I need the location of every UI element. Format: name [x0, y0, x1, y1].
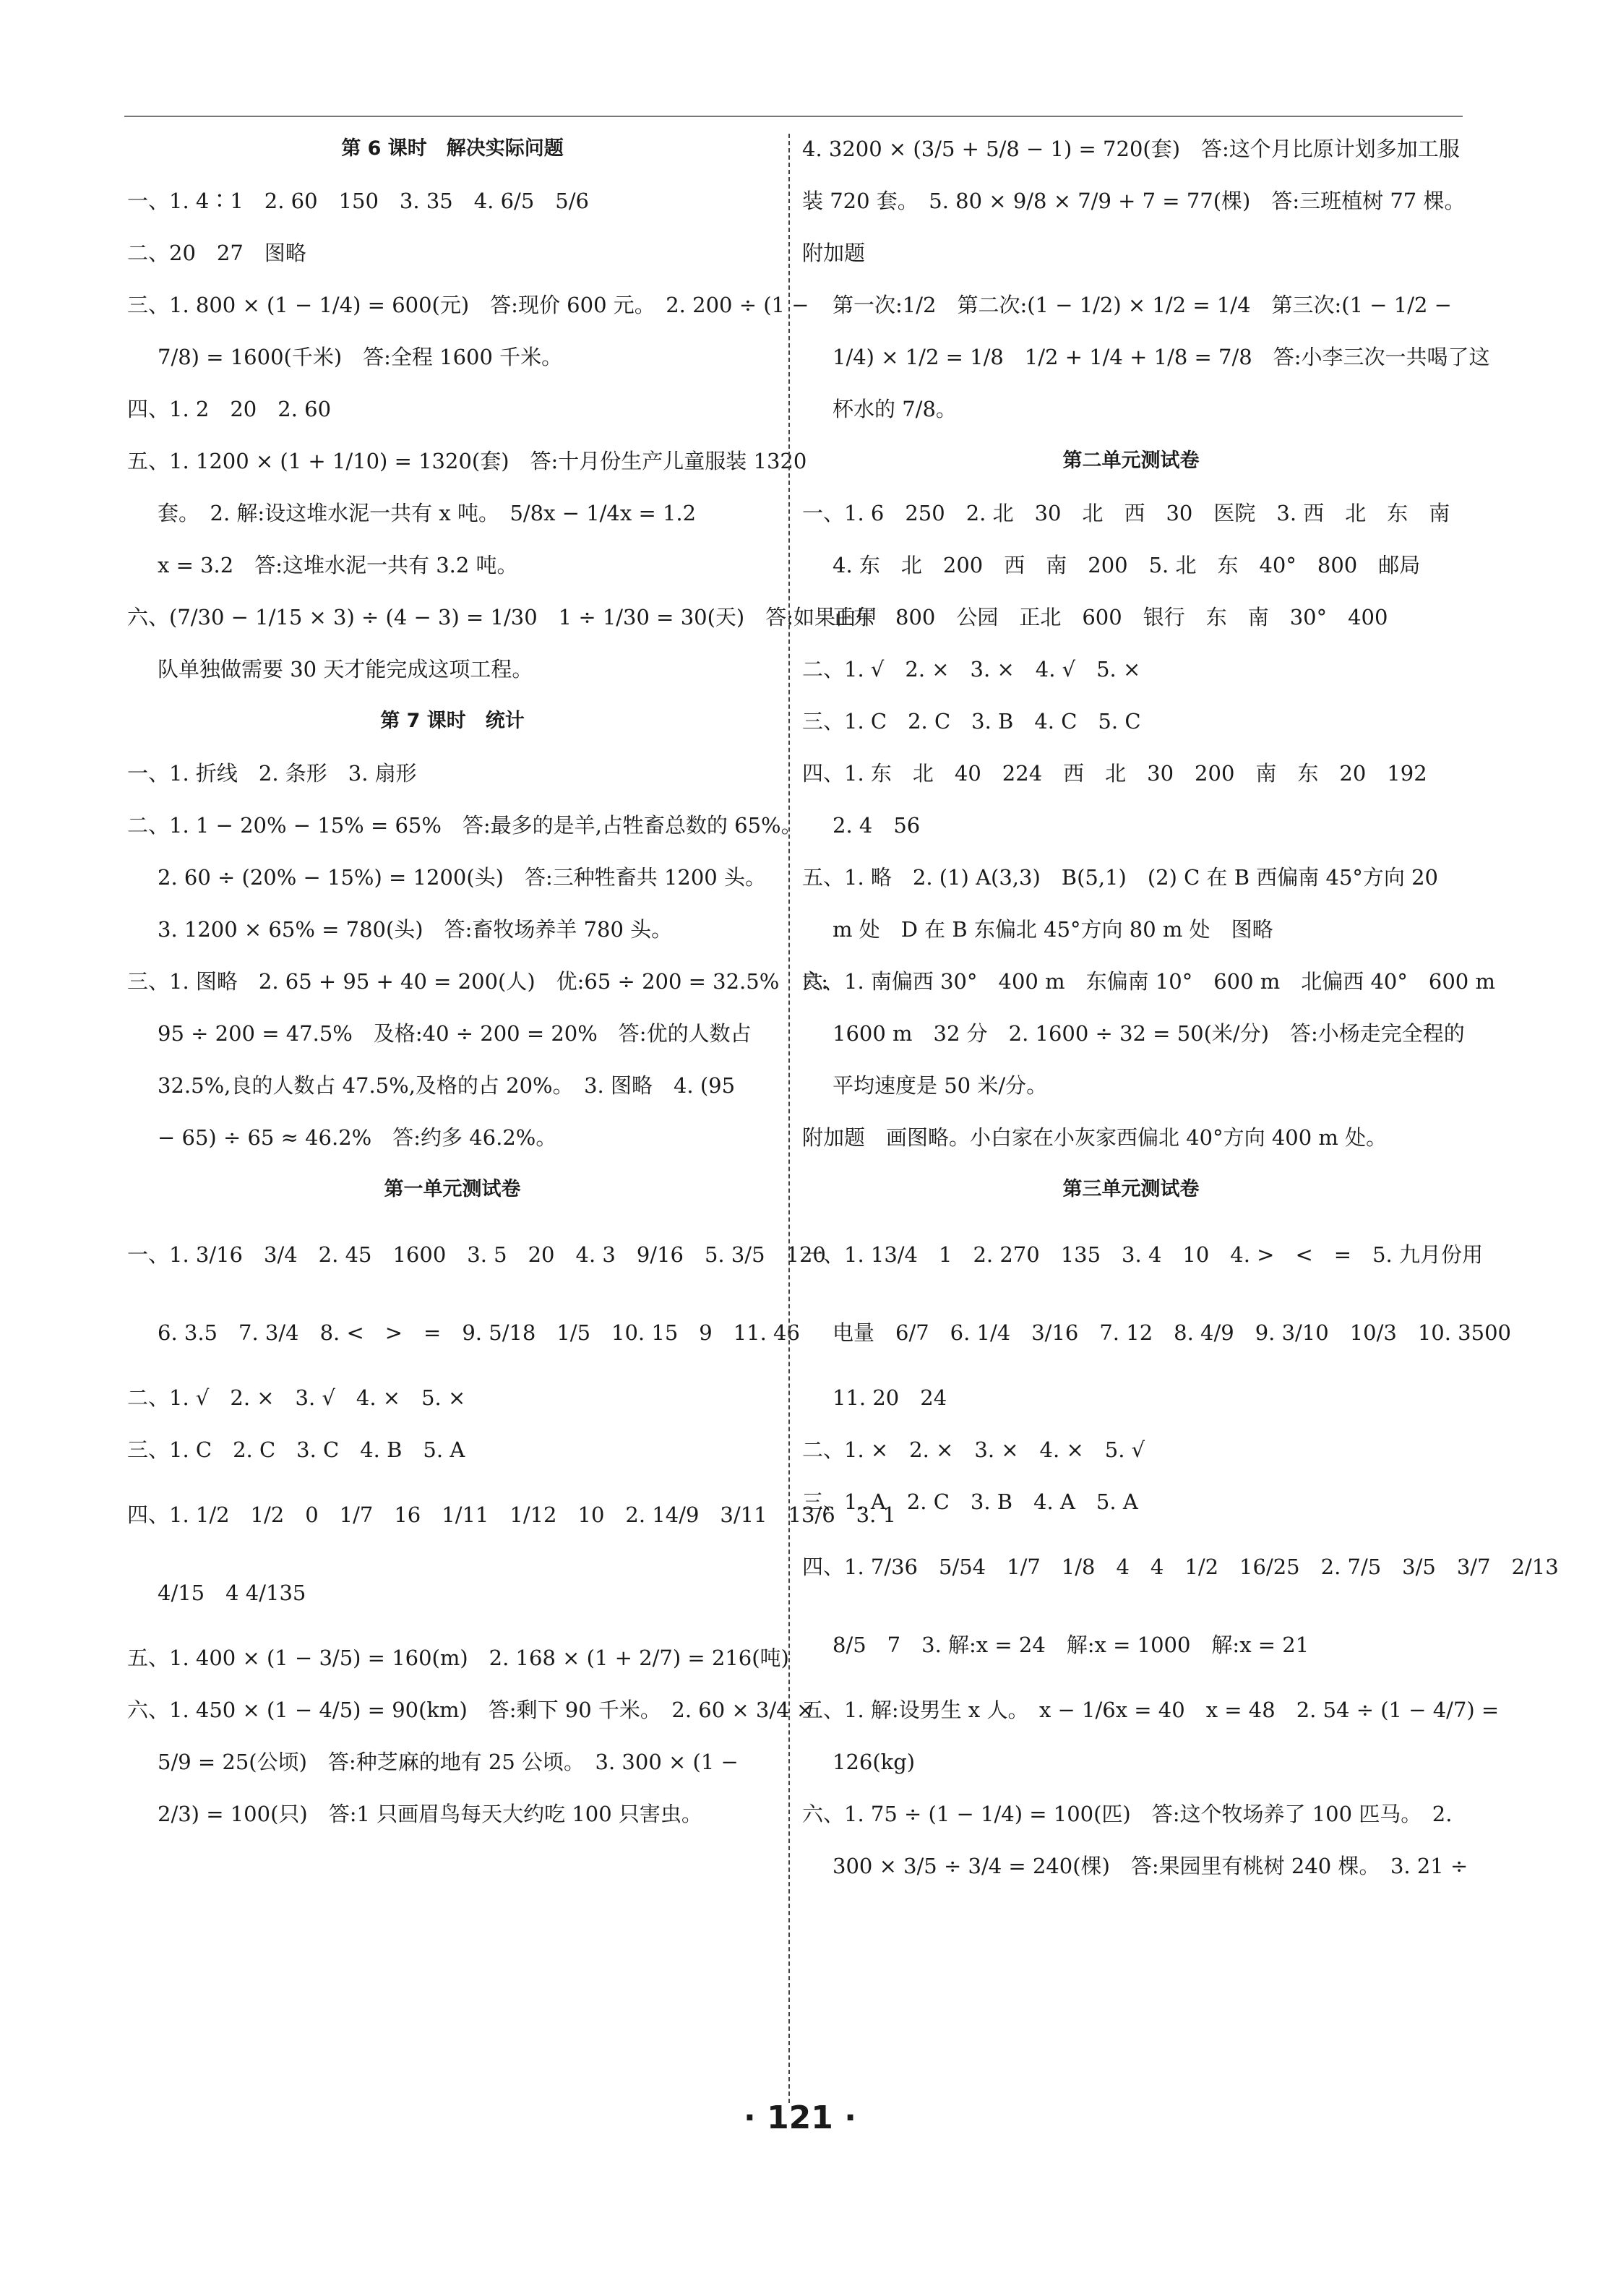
- answer-line: 四、1. 1/2 1/2 0 1/7 16 1/11 1/12 10 2. 14/9 3/11 13/6 3. 1: [127, 1502, 896, 1527]
- answer-line: 三、1. 800 × (1 − 1/4) = 600(元) 答:现价 600 元。 2. 200 ÷ (1 −: [127, 293, 809, 317]
- answer-line: 11. 20 24: [833, 1385, 947, 1410]
- answer-line: 三、1. A 2. C 3. B 4. A 5. A: [802, 1489, 1138, 1514]
- answer-line: 1600 m 32 分 2. 1600 ÷ 32 = 50(米/分) 答:小杨走完全程的: [833, 1021, 1465, 1046]
- answer-line: 杯水的 7/8。: [833, 397, 957, 421]
- answer-line: 一、1. 13/4 1 2. 270 135 3. 4 10 4. > < = 5. 九月份用: [802, 1242, 1483, 1267]
- answer-line: 附加题: [802, 241, 866, 265]
- answer-line: 平均速度是 50 米/分。: [833, 1073, 1048, 1098]
- answer-line: 六、(7/30 − 1/15 × 3) ÷ (4 − 3) = 1/30 1 ÷ 1/30 = 30(天) 答:如果由甲: [127, 605, 877, 629]
- answer-line: 四、1. 2 20 2. 60: [127, 397, 332, 421]
- page-number: · 121 ·: [744, 2099, 856, 2136]
- answer-line: 套。 2. 解:设这堆水泥一共有 x 吨。 5/8x − 1/4x = 1.2: [158, 501, 697, 525]
- answer-line: 附加题 画图略。小白家在小灰家西偏北 40°方向 400 m 处。: [802, 1125, 1388, 1150]
- answer-line: 六、1. 75 ÷ (1 − 1/4) = 100(匹) 答:这个牧场养了 100 匹马。 2.: [802, 1802, 1453, 1826]
- answer-line: 7/8) = 1600(千米) 答:全程 1600 千米。: [158, 345, 563, 369]
- answer-line: 五、1. 略 2. (1) A(3,3) B(5,1) (2) C 在 B 西偏南 45°方向 20: [802, 865, 1439, 890]
- answer-line: 二、20 27 图略: [127, 241, 306, 265]
- answer-line: 五、1. 400 × (1 − 3/5) = 160(m) 2. 168 × (1 + 2/7) = 216(吨): [127, 1646, 789, 1670]
- answer-line: 32.5%,良的人数占 47.5%,及格的占 20%。 3. 图略 4. (95: [158, 1073, 736, 1098]
- answer-line: 六、1. 南偏西 30° 400 m 东偏南 10° 600 m 北偏西 40° 600 m: [802, 969, 1495, 994]
- answer-line: 二、1. √ 2. × 3. √ 4. × 5. ×: [127, 1385, 466, 1410]
- top-rule: [124, 116, 1463, 117]
- section-heading: 第二单元测试卷: [1062, 450, 1200, 472]
- answer-line: 4. 东 北 200 西 南 200 5. 北 东 40° 800 邮局: [833, 553, 1421, 577]
- answer-line: 4. 3200 × (3/5 + 5/8 − 1) = 720(套) 答:这个月比原计划多加工服: [802, 137, 1460, 161]
- answer-line: 一、1. 4∶1 2. 60 150 3. 35 4. 6/5 5/6: [127, 189, 589, 213]
- answer-line: 四、1. 7/36 5/54 1/7 1/8 4 4 1/2 16/25 2. 7/5 3/5 3/7 2/13: [802, 1555, 1559, 1579]
- answer-line: 4/15 4 4/135: [158, 1581, 306, 1605]
- answer-line: 1/4) × 1/2 = 1/8 1/2 + 1/4 + 1/8 = 7/8 答:小李三次一共喝了这: [833, 345, 1490, 369]
- answer-line: 四、1. 东 北 40 224 西 北 30 200 南 东 20 192: [802, 761, 1427, 786]
- answer-line: 二、1. √ 2. × 3. × 4. √ 5. ×: [802, 657, 1141, 682]
- answer-line: 2. 60 ÷ (20% − 15%) = 1200(头) 答:三种牲畜共 1200 头。: [158, 865, 766, 890]
- answer-line: 6. 3.5 7. 3/4 8. < > = 9. 5/18 1/5 10. 15 9 11. 46: [158, 1320, 800, 1345]
- answer-line: 5/9 = 25(公顷) 答:种芝麻的地有 25 公顷。 3. 300 × (1 −: [158, 1750, 739, 1774]
- answer-line: 8/5 7 3. 解:x = 24 解:x = 1000 解:x = 21: [833, 1633, 1309, 1657]
- answer-line: 一、1. 折线 2. 条形 3. 扇形: [127, 761, 417, 786]
- section-heading: 第 6 课时 解决实际问题: [341, 137, 564, 160]
- answer-line: 126(kg): [833, 1750, 916, 1774]
- answer-line: 六、1. 450 × (1 − 4/5) = 90(km) 答:剩下 90 千米。 2. 60 × 3/4 ×: [127, 1698, 814, 1722]
- answer-line: 一、1. 6 250 2. 北 30 北 西 30 医院 3. 西 北 东 南: [802, 501, 1450, 525]
- answer-line: 2. 4 56: [833, 813, 921, 838]
- answer-line: 2/3) = 100(只) 答:1 只画眉鸟每天大约吃 100 只害虫。: [158, 1802, 702, 1826]
- section-heading: 第 7 课时 统计: [380, 710, 525, 732]
- answer-line: 3. 1200 × 65% = 780(头) 答:畜牧场养羊 780 头。: [158, 917, 673, 942]
- answer-line: 95 ÷ 200 = 47.5% 及格:40 ÷ 200 = 20% 答:优的人数占: [158, 1021, 752, 1046]
- answer-line: 正东 800 公园 正北 600 银行 东 南 30° 400: [833, 605, 1388, 629]
- answer-line: 二、1. 1 − 20% − 15% = 65% 答:最多的是羊,占牲畜总数的 65%。: [127, 813, 802, 838]
- answer-line: x = 3.2 答:这堆水泥一共有 3.2 吨。: [158, 553, 518, 577]
- section-heading: 第三单元测试卷: [1062, 1178, 1200, 1200]
- answer-line: 队单独做需要 30 天才能完成这项工程。: [158, 657, 533, 682]
- answer-line: 一、1. 3/16 3/4 2. 45 1600 3. 5 20 4. 3 9/16 5. 3/5 120: [127, 1242, 826, 1267]
- right-column: [802, 123, 1559, 1892]
- answer-line: − 65) ÷ 65 ≈ 46.2% 答:约多 46.2%。: [158, 1125, 557, 1150]
- answer-line: 五、1. 1200 × (1 + 1/10) = 1320(套) 答:十月份生产儿童服装 1320: [127, 449, 807, 473]
- answer-line: 三、1. 图略 2. 65 + 95 + 40 = 200(人) 优:65 ÷ 200 = 32.5% 良:: [127, 969, 829, 994]
- answer-line: 第一次:1/2 第二次:(1 − 1/2) × 1/2 = 1/4 第三次:(1 − 1/2 −: [833, 293, 1452, 317]
- answer-line: 装 720 套。 5. 80 × 9/8 × 7/9 + 7 = 77(棵) 答:三班植树 77 棵。: [802, 189, 1466, 213]
- section-heading: 第一单元测试卷: [384, 1178, 521, 1200]
- answer-line: 二、1. × 2. × 3. × 4. × 5. √: [802, 1437, 1145, 1462]
- answer-line: m 处 D 在 B 东偏北 45°方向 80 m 处 图略: [833, 917, 1273, 942]
- answer-line: 五、1. 解:设男生 x 人。 x − 1/6x = 40 x = 48 2. 54 ÷ (1 − 4/7) =: [802, 1698, 1500, 1722]
- column-divider: [788, 134, 790, 2103]
- answer-line: 300 × 3/5 ÷ 3/4 = 240(棵) 答:果园里有桃树 240 棵。 3. 21 ÷: [833, 1854, 1468, 1878]
- answer-line: 三、1. C 2. C 3. C 4. B 5. A: [127, 1437, 465, 1462]
- answer-line: 电量 6/7 6. 1/4 3/16 7. 12 8. 4/9 9. 3/10 10/3 10. 3500: [833, 1320, 1511, 1345]
- answer-line: 三、1. C 2. C 3. B 4. C 5. C: [802, 709, 1141, 734]
